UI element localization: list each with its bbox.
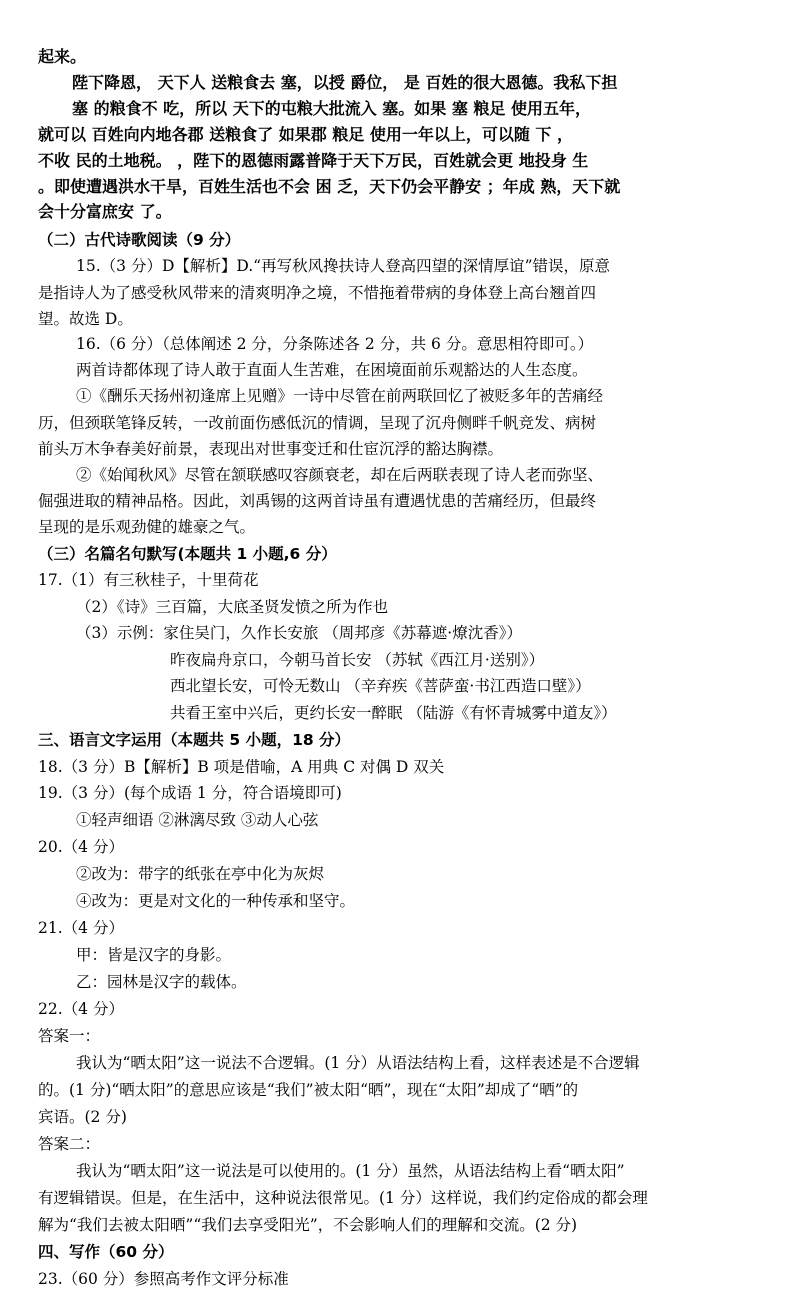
translation-line: 。即使遭遇洪水干旱，百姓生活也不会 困 乏，天下仍会平静安 ；年成 熟，天下就 (38, 177, 621, 196)
q17-line: 共看王室中兴后，更约长安一醉眠 （陆游《有怀青城雾中道友》） (170, 704, 617, 722)
q19-line: 19.（3 分）(每个成语 1 分，符合语境即可) (38, 784, 342, 802)
q22-line: 宾语。(2 分) (38, 1108, 127, 1126)
translation-line: 陛下降恩， 天下人 送粮食去 塞，以授 爵位， 是 百姓的很大恩德。我私下担 (72, 73, 618, 92)
q16-line: 倔强进取的精神品格。因此，刘禹锡的这两首诗虽有遭遇忧患的苦痛经历，但最终 (38, 492, 597, 510)
section-heading-writing: 四、写作（60 分） (38, 1243, 174, 1261)
q22-line: 22.（4 分） (38, 1000, 124, 1018)
q15-line: 15.（3 分）D【解析】D.“再写秋风搀扶诗人登高四望的深情厚谊”错误，原意 (76, 257, 611, 275)
q20-line: 20.（4 分） (38, 838, 124, 856)
translation-line: 会十分富庶安 了。 (38, 202, 172, 221)
q15-line: 望。故选 D。 (38, 310, 133, 328)
q16-line: 前头万木争春美好前景，表现出对世事变迁和仕宦沉浮的豁达胸襟。 (38, 440, 504, 458)
q19-line: ①轻声细语 ②淋漓尽致 ③动人心弦 (76, 811, 319, 829)
translation-line: 起来。 (38, 47, 87, 66)
q15-line: 是指诗人为了感受秋风带来的清爽明净之境，不惜拖着带病的身体登上高台翘首四 (38, 284, 597, 302)
q17-line: 西北望长安，可怜无数山 （辛弃疾《菩萨蛮·书江西造口壁》） (170, 677, 591, 695)
q17-line: 昨夜扁舟京口，今朝马首长安 （苏轼《西江月·送别》） (170, 651, 545, 669)
q22-answer-label: 答案二： (38, 1135, 101, 1153)
q16-line: 呈现的是乐观劲健的雄豪之气。 (38, 518, 256, 536)
q22-line: 有逻辑错误。但是，在生活中，这种说法很常见。(1 分）这样说，我们约定俗成的都会理 (38, 1189, 648, 1207)
q21-line: 甲：皆是汉字的身影。 (76, 946, 232, 964)
q20-line: ②改为：带字的纸张在亭中化为灰烬 (76, 865, 325, 883)
q22-line: 我认为“晒太阳”这一说法不合逻辑。(1 分）从语法结构上看，这样表述是不合逻辑 (76, 1054, 640, 1072)
q21-line: 乙：园林是汉字的载体。 (76, 973, 247, 991)
q16-line: ①《酬乐天扬州初逢席上见赠》一诗中尽管在前两联回忆了被贬多年的苦痛经 (76, 387, 604, 405)
section-heading-poetry: （二）古代诗歌阅读（9 分） (38, 231, 241, 249)
q17-line: （3）示例：家住吴门，久作长安旅 （周邦彦《苏幕遮·燎沈香》） (76, 624, 522, 642)
q22-line: 我认为“晒太阳”这一说法是可以使用的。(1 分）虽然，从语法结构上看“晒太阳” (76, 1162, 625, 1180)
section-heading-recite: （三）名篇名句默写(本题共 1 小题,6 分） (38, 545, 337, 563)
q16-line: 两首诗都体现了诗人敢于直面人生苦难，在困境面前乐观豁达的人生态度。 (76, 361, 588, 379)
q23-line: 23.（60 分）参照高考作文评分标准 (38, 1270, 289, 1288)
q22-answer-label: 答案一： (38, 1027, 101, 1045)
q17-line: 17.（1）有三秋桂子，十里荷花 (38, 571, 259, 589)
q21-line: 21.（4 分） (38, 919, 124, 937)
translation-line: 就可以 百姓向内地各郡 送粮食了 如果郡 粮足 使用一年以上，可以随 下 ， (38, 125, 573, 144)
section-heading-language: 三、语言文字运用（本题共 5 小题，18 分） (38, 731, 351, 749)
translation-line: 不收 民的土地税。 ，陛下的恩德雨露普降于天下万民，百姓就会更 地投身 生 (38, 151, 589, 170)
q20-line: ④改为：更是对文化的一种传承和坚守。 (76, 892, 356, 910)
q16-line: 历，但颈联笔锋反转，一改前面伤感低沉的情调，呈现了沉舟侧畔千帆竞发、病树 (38, 414, 597, 432)
q22-line: 的。(1 分)“晒太阳”的意思应该是“我们”被太阳“晒”，现在“太阳”却成了“晒”的 (38, 1081, 579, 1099)
translation-line: 塞 的粮食不 吃，所以 天下的屯粮大批流入 塞。如果 塞 粮足 使用五年， (72, 99, 591, 118)
q17-line: （2）《诗》三百篇，大底圣贤发愤之所为作也 (76, 598, 389, 616)
q22-line: 解为“我们去被太阳晒”“我们去享受阳光”，不会影响人们的理解和交流。(2 分) (38, 1216, 578, 1234)
q18-line: 18.（3 分）B【解析】B 项是借喻，A 用典 C 对偶 D 双关 (38, 758, 445, 776)
q16-line: ②《始闻秋风》尽管在颔联感叹容颜衰老，却在后两联表现了诗人老而弥坚、 (76, 466, 604, 484)
q16-line: 16.（6 分）（总体阐述 2 分，分条陈述各 2 分，共 6 分。意思相符即可。） (76, 335, 594, 353)
